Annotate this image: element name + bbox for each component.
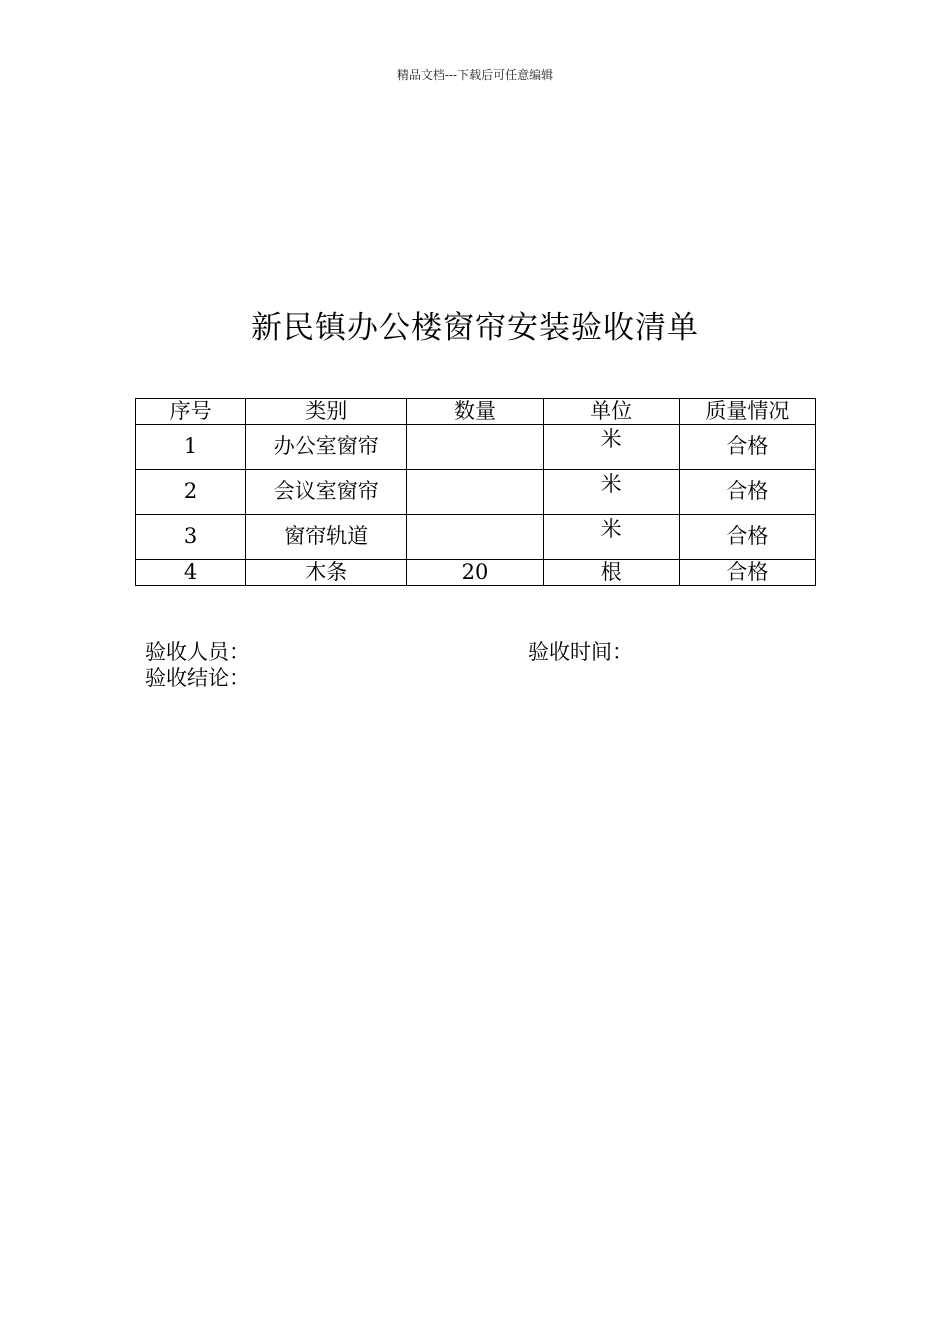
table-row — [136, 560, 816, 586]
inspection-conclusion-label: 验收结论： — [145, 666, 250, 690]
cell-category: 办公室窗帘 — [246, 425, 407, 470]
table-header-row — [136, 399, 816, 425]
cell-quality: 合格 — [679, 425, 815, 470]
cell-quantity — [407, 470, 543, 515]
cell-category: 窗帘轨道 — [246, 515, 407, 560]
cell-quantity — [407, 425, 543, 470]
cell-quality: 合格 — [679, 560, 815, 586]
inspector-label: 验收人员： — [145, 640, 250, 664]
cell-unit-text: 米 — [600, 427, 622, 451]
acceptance-table — [135, 398, 816, 586]
cell-unit — [543, 470, 679, 515]
document-title: 新民镇办公楼窗帘安装验收清单 — [251, 310, 699, 346]
header-cell-category: 类别 — [246, 399, 407, 425]
header-cell-quantity: 数量 — [407, 399, 543, 425]
cell-no: 2 — [136, 470, 246, 515]
cell-unit — [543, 425, 679, 470]
cell-quantity — [407, 515, 543, 560]
cell-no: 4 — [136, 560, 246, 586]
cell-unit: 根 — [543, 560, 679, 586]
inspection-time-label: 验收时间： — [528, 640, 633, 664]
header-cell-no: 序号 — [136, 399, 246, 425]
header-note: 精品文档---下载后可任意编辑 — [396, 68, 554, 82]
cell-quantity: 20 — [407, 560, 543, 586]
cell-category: 木条 — [246, 560, 407, 586]
header-cell-unit: 单位 — [543, 399, 679, 425]
cell-quality: 合格 — [679, 470, 815, 515]
table-row — [136, 470, 816, 515]
header-cell-quality: 质量情况 — [679, 399, 815, 425]
table-row — [136, 425, 816, 470]
cell-category: 会议室窗帘 — [246, 470, 407, 515]
cell-unit — [543, 515, 679, 560]
cell-no: 3 — [136, 515, 246, 560]
cell-no: 1 — [136, 425, 246, 470]
table-row — [136, 515, 816, 560]
cell-quality: 合格 — [679, 515, 815, 560]
cell-unit-text: 米 — [600, 517, 622, 541]
cell-unit-text: 米 — [600, 472, 622, 496]
